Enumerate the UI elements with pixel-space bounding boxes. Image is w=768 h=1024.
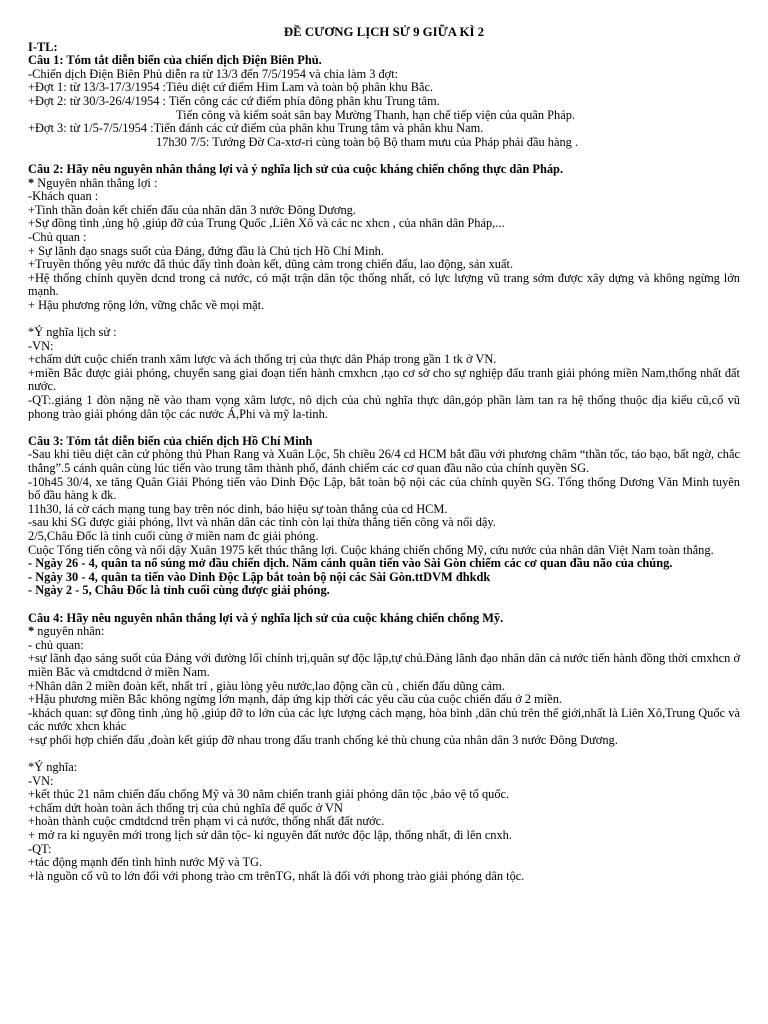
q1-heading: Câu 1: Tóm tắt diễn biến của chiến dịch Điện Biên Phủ. [28,53,322,68]
bullet-star: * [28,624,35,639]
q4-line: +sự phối hợp chiến đấu ,đoàn kết giúp đỡ nhau trong đấu tranh chống kẻ thù chung của nhân dân 3 nước Đông Dương. [28,732,618,747]
q3-bold-line: - Ngày 26 - 4, quân ta nổ súng mở đầu chiến dịch. Năm cánh quân tiến vào Sài Gòn chiếm các cơ quan đầu não của chúng. [28,556,673,571]
bullet-star: * [28,175,35,190]
q3-line: 2/5,Châu Đốc là tỉnh cuối cùng ở miền nam đc giải phóng. [28,528,319,543]
q4-meaning-line: +tác động mạnh đến tình hình nước Mỹ và TG. [28,855,263,870]
q1-line: +Đợt 1: từ 13/3-17/3/1954 :Tiêu diệt cứ điểm Him Lam và toàn bộ phân khu Bắc. [28,80,434,95]
q4-cause-title: * nguyên nhân: [28,624,105,639]
q2-cause-title: * Nguyên nhân thắng lợi : [28,175,158,190]
q2-meaning-line: +chấm dứt cuộc chiến tranh xâm lược và ách thống trị của thực dân Pháp trong gần 1 tk ở VN. [28,352,497,367]
q3-bold-line: - Ngày 2 - 5, Châu Đốc là tỉnh cuối cùng được giải phóng. [28,583,330,598]
document-title: ĐỀ CƯƠNG LỊCH SỬ 9 GIỮA KÌ 2 [283,25,485,39]
q2-line: + Sự lãnh đạo snags suốt của Đảng, đứng đầu là Chủ tịch Hồ Chí Minh. [28,243,384,258]
q2-line: + Hậu phương rộng lớn, vững chắc về mọi mặt. [28,297,265,312]
spacer [28,149,740,163]
spacer [28,747,740,761]
document-page [28,26,740,883]
q1-line: -Chiến dịch Điện Biên Phủ diễn ra từ 13/3 đến 7/5/1954 và chia làm 3 đợt: [28,66,399,81]
q4-meaning-line: *Ý nghĩa: [28,760,78,775]
q2-line: +Truyền thống yêu nước đã thúc đẩy tình đoàn kết, dũng cảm trong chiến đấu, lao động, sản xuất. [28,257,514,272]
q4-line: +sự lãnh đạo sáng suốt của Đảng với đường lối chính trị,quân sự độc lập,tự chủ.Đảng lãnh đạo nhân dân cả nước tiến hành đồng thời cmxhcn ở miền Bắc và cmdtdcnd ở miền Nam. [28,651,740,679]
q4-meaning-line: +chấm dứt hoàn toàn ách thống trị của chủ nghĩa đế quốc ở VN [28,800,343,815]
q2-line: -Chủ quan : [28,229,87,244]
q2-meaning-line: -QT:.giáng 1 đòn nặng nề vào tham vọng xâm lược, nô dịch của chủ nghĩa thực dân,góp phần làm tan ra hệ thống thuộc địa kiểu cũ,cổ vũ phong trào giải phóng dân tộc các nước Á,Phi và mỹ la-tinh. [28,393,740,421]
q3-line: -sau khi SG được giải phóng, llvt và nhân dân các tỉnh còn lại thừa thắng tiến công và nổi dậy. [28,515,496,530]
q4-line: -khách quan: sự đồng tình ,ủng hộ ,giúp đỡ to lớn của các lực lượng cách mạng, hòa bình ,dân chủ trên thế giới,nhất là Liên Xô,Trung Quốc và các nước xhcn khác [28,705,740,734]
spacer [28,312,740,326]
q4-meaning-line: +hoàn thành cuộc cmdtdcnd trên phạm vi cả nước, thống nhất đất nước. [28,814,385,829]
q1-line: +Đợt 3: từ 1/5-7/5/1954 :Tiến đánh các cứ điểm của phân khu Trung tâm và phân khu Nam. [28,121,484,136]
q3-line: 11h30, lá cờ cách mạng tung bay trên nóc dinh, báo hiệu sự toàn thắng của cd HCM. [28,501,448,516]
q3-line: Cuộc Tổng tiến công và nổi dậy Xuân 1975 kết thúc thắng lợi. Cuộc kháng chiến chống Mỹ, cứu nước của nhân dân Việt Nam toàn thắng. [28,542,714,557]
q4-line: - chủ quan: [28,637,84,652]
q2-heading: Câu 2: Hãy nêu nguyên nhân thắng lợi và ý nghĩa lịch sử của cuộc kháng chiến chống thực dân Pháp. [28,161,564,176]
q1-indented-line: Tiến công và kiểm soát sân bay Mường Thanh, hạn chế tiếp viện của quân Pháp. [176,107,576,122]
q2-line: +Tinh thần đoàn kết chiến đấu của nhân dân 3 nước Đông Dương. [28,202,356,217]
q4-heading: Câu 4: Hãy nêu nguyên nhân thắng lợi và ý nghĩa lịch sử của cuộc kháng chiến chống Mỹ. [28,610,504,625]
q4-line: +Nhân dân 2 miền đoàn kết, nhất trí , giàu lòng yêu nước,lao động cần cù , chiến đấu dũng cảm. [28,678,505,693]
q2-line: +Hệ thống chính quyền dcnd trong cả nước, có mặt trận dân tộc thống nhất, có lực lượng vũ trang sớm được xây dựng và không ngừng lớn mạnh. [28,270,740,299]
q3-line: -10h45 30/4, xe tăng Quân Giải Phóng tiến vào Dinh Độc Lập, bắt toàn bộ nội các của chính quyền SG. Tổng thống Dương Văn Minh tuyên bố đầu hàng k đk. [28,474,740,503]
q3-bold-line: - Ngày 30 - 4, quân ta tiến vào Dinh Độc Lập bắt toàn bộ nội các Sài Gòn.ttDVM đhkdk [28,569,491,584]
q3-line: -Sau khi tiêu diệt căn cứ phòng thủ Phan Rang và Xuân Lộc, 5h chiều 26/4 cd HCM bắt đầu với phương châm “thần tốc, táo bạo, bất ngờ, chắc thắng”.5 cánh quân cùng lúc tiến vào trung tâm thành phố, đánh chiếm các cơ quan đầu não của chính quyền SG. [28,447,740,475]
q4-meaning-line: + mở ra kỉ nguyên mới trong lịch sử dân tộc- kỉ nguyên đất nước độc lập, thống nhất, đi lên cnxh. [28,828,512,843]
q2-line: +Sự đồng tình ,ủng hộ ,giúp đỡ của Trung Quốc ,Liên Xô và các nc xhcn , của nhân dân Pháp,... [28,216,505,231]
q2-meaning-line: -VN: [28,338,54,353]
q1-indented-line: 17h30 7/5: Tướng Đờ Ca-xtơ-ri cùng toàn bộ Bộ tham mưu của Pháp phải đầu hàng . [156,134,579,149]
q4-meaning-line: -QT: [28,841,52,856]
spacer [28,598,740,612]
q2-meaning-line: +miền Bắc được giải phóng, chuyển sang giai đoạn tiến hành cmxhcn ,tạo cơ sở cho sự nghiệp đấu tranh giải phóng miền Nam,thống nhất đất nước. [28,365,740,394]
q4-meaning-line: +kết thúc 21 năm chiến đấu chống Mỹ và 30 năm chiến tranh giải phóng dân tộc ,bảo vệ tổ quốc. [28,787,510,802]
q4-meaning-line: +là nguồn cổ vũ to lớn đối với phong trào cm trênTG, nhất là đối với phong trào giải phóng dân tộc. [28,868,525,883]
q4-line: +Hậu phương miền Bắc không ngừng lớn mạnh, đáp ứng kịp thời các yêu cầu của cuộc chiến đấu ở 2 miền. [28,692,563,707]
q2-line: -Khách quan : [28,189,99,204]
q3-heading: Câu 3: Tóm tắt diễn biến của chiến dịch Hồ Chí Minh [28,433,313,448]
spacer [28,421,740,435]
q4-meaning-line: -VN: [28,773,54,788]
section-label: I-TL: [28,39,58,54]
q2-meaning-line: *Ý nghĩa lịch sử : [28,325,117,340]
q1-line: +Đợt 2: từ 30/3-26/4/1954 : Tiến công các cứ điểm phía đông phân khu Trung tâm. [28,93,440,108]
